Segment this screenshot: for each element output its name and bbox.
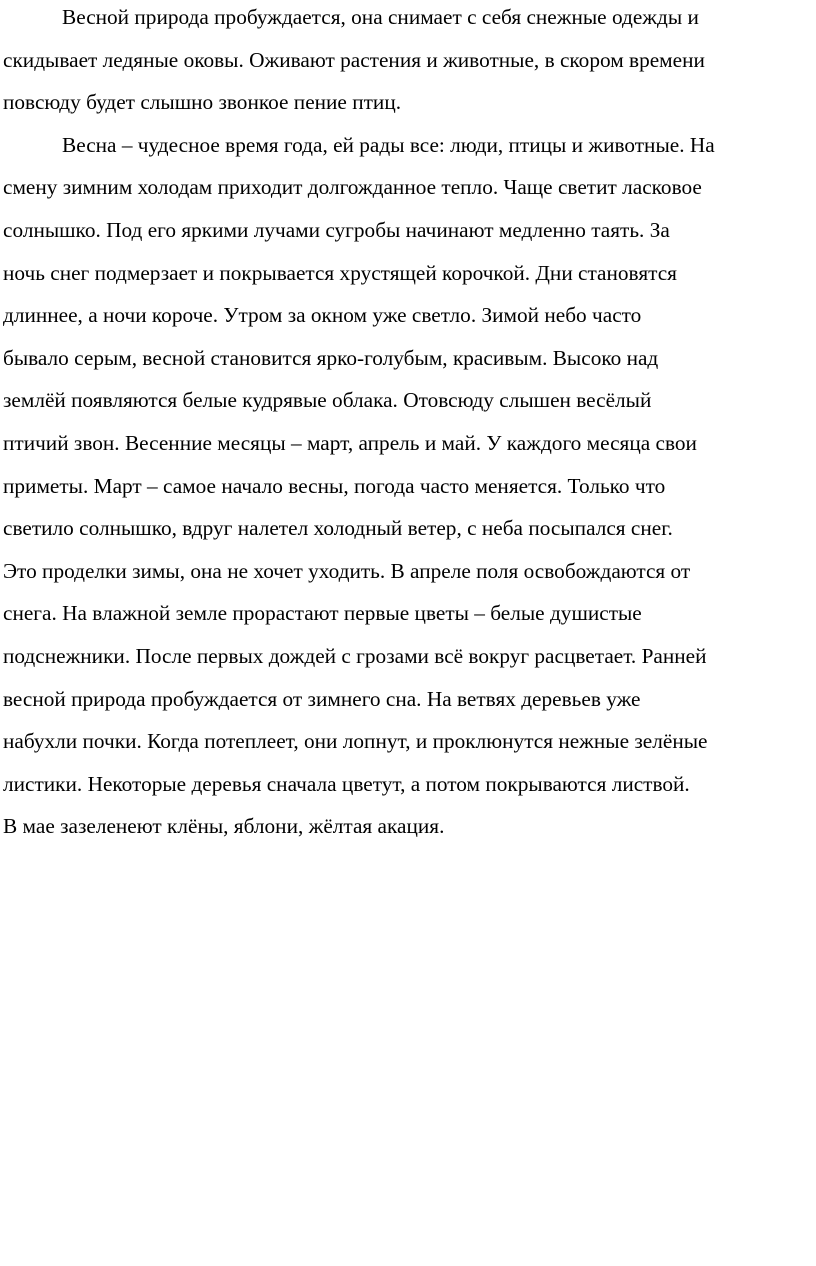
text-line: приметы. Март – самое начало весны, погода часто меняется. Только что — [3, 473, 666, 498]
text-line: птичий звон. Весенние месяцы – март, апрель и май. У каждого месяца свои — [3, 430, 697, 455]
text-line: набухли почки. Когда потеплеет, они лопнут, и проклюнутся нежные зелёные — [3, 729, 708, 754]
text-line: В мае зазеленеют клёны, яблони, жёлтая акация. — [3, 814, 445, 839]
text-line: скидывает ледяные оковы. Оживают растения и животные, в скором времени — [3, 47, 705, 72]
paragraph-1 — [3, 0, 815, 124]
text-line: Это проделки зимы, она не хочет уходить. В апреле поля освобождаются от — [3, 558, 691, 583]
text-line: ночь снег подмерзает и покрывается хрустящей корочкой. Дни становятся — [3, 260, 677, 285]
text-line: Весной природа пробуждается, она снимает с себя снежные одежды и — [62, 5, 699, 29]
text-line: весной природа пробуждается от зимнего сна. На ветвях деревьев уже — [3, 686, 641, 711]
text-line: повсюду будет слышно звонкое пение птиц. — [3, 90, 402, 115]
document-body — [3, 0, 815, 848]
text-line: подснежники. После первых дождей с грозами всё вокруг расцветает. Ранней — [3, 643, 707, 668]
paragraph-2 — [3, 124, 815, 848]
text-line: длиннее, а ночи короче. Утром за окном уже светло. Зимой небо часто — [3, 303, 642, 328]
text-line: смену зимним холодам приходит долгожданное тепло. Чаще светит ласковое — [3, 175, 702, 200]
text-line: Весна – чудесное время года, ей рады все: люди, птицы и животные. На — [62, 132, 715, 157]
text-line: бывало серым, весной становится ярко-голубым, красивым. Высоко над — [3, 345, 659, 370]
text-line: снега. На влажной земле прорастают первые цветы – белые душистые — [3, 601, 642, 626]
text-line: светило солнышко, вдруг налетел холодный ветер, с неба посыпался снег. — [3, 516, 673, 541]
text-line: землёй появляются белые кудрявые облака. Отовсюду слышен весёлый — [3, 388, 652, 413]
text-line: листики. Некоторые деревья сначала цветут, а потом покрываются листвой. — [3, 771, 690, 796]
text-line: солнышко. Под его яркими лучами сугробы начинают медленно таять. За — [3, 217, 670, 242]
